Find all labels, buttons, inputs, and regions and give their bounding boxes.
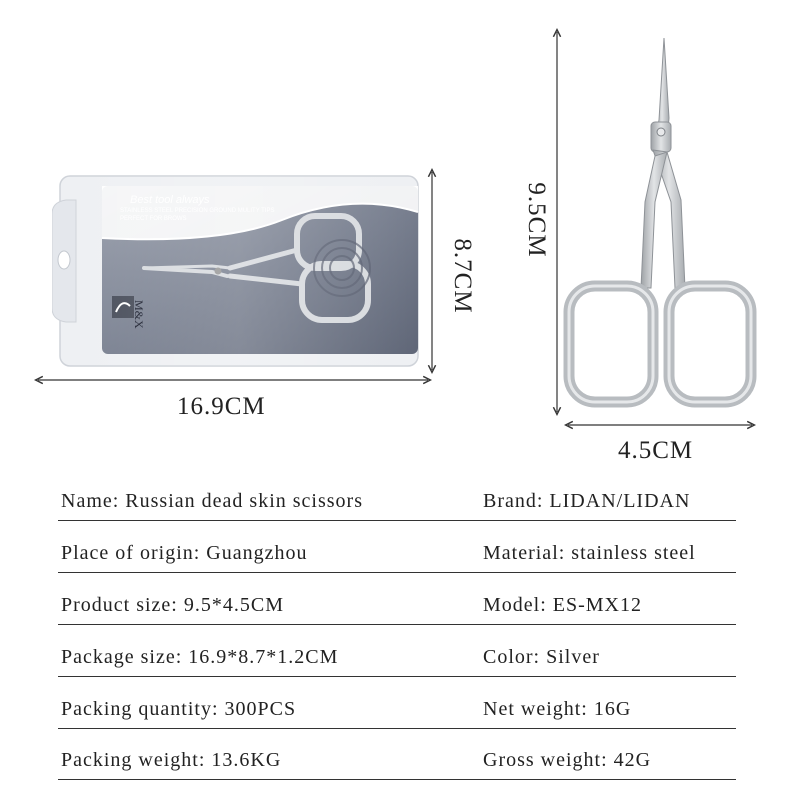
spec-row (58, 542, 736, 573)
spec-left: Name: Russian dead skin scissors (61, 490, 363, 512)
spec-row (58, 698, 736, 729)
scissors-height-label: 9.5CM (523, 182, 550, 258)
spec-right: Gross weight: 42G (483, 749, 652, 771)
package-brand-mark: M&X (132, 300, 146, 329)
package-width-label: 16.9CM (177, 393, 266, 420)
spec-left: Packing weight: 13.6KG (61, 749, 282, 771)
package-tagline: Best tool always (130, 194, 210, 206)
spec-row (58, 594, 736, 625)
spec-right: Net weight: 16G (483, 698, 632, 720)
package-subline1: STAINLESS STEEL PRECISION GROUND MULITY TIPS (120, 208, 275, 214)
spec-left: Place of origin: Guangzhou (61, 542, 308, 564)
spec-right: Color: Silver (483, 646, 600, 668)
spec-left: Package size: 16.9*8.7*1.2CM (61, 646, 339, 668)
spec-left: Packing quantity: 300PCS (61, 698, 297, 720)
spec-right: Material: stainless steel (483, 542, 696, 564)
spec-right: Brand: LIDAN/LIDAN (483, 490, 691, 512)
spec-row (58, 646, 736, 677)
scissors-width-label: 4.5CM (618, 437, 694, 464)
package-subline2: PERFECT FOR BROWS (120, 216, 187, 222)
package-image (52, 172, 422, 368)
scissors-image (555, 30, 765, 420)
spec-left: Product size: 9.5*4.5CM (61, 594, 284, 616)
spec-row (58, 749, 736, 780)
package-height-label: 8.7CM (449, 238, 476, 314)
spec-row (58, 490, 736, 521)
spec-right: Model: ES-MX12 (483, 594, 642, 616)
